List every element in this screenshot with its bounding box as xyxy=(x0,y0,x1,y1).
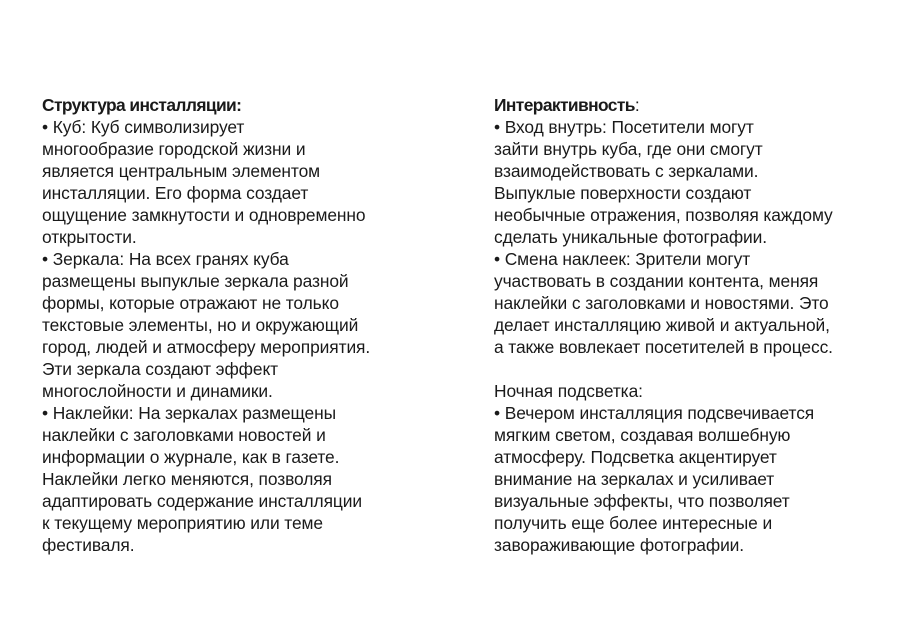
text-line: город, людей и атмосферу мероприятия. xyxy=(42,337,371,357)
text-line: к текущему мероприятию или теме xyxy=(42,513,323,533)
text-line: участвовать в создании контента, меняя xyxy=(494,271,819,291)
text-line: мягким светом, создавая волшебную xyxy=(494,425,791,445)
text-line: многослойности и динамики. xyxy=(42,381,273,401)
text-line: Наклейки легко меняются, позволяя xyxy=(42,469,332,489)
heading-colon: : xyxy=(634,95,640,115)
text-line: а также вовлекает посетителей в процесс. xyxy=(494,337,833,357)
text-line: завораживающие фотографии. xyxy=(494,535,745,555)
text-line: внимание на зеркалах и усиливает xyxy=(494,469,775,489)
text-line: • Наклейки: На зеркалах размещены xyxy=(42,403,337,423)
text-line: сделать уникальные фотографии. xyxy=(494,227,768,247)
right-paragraph-lighting xyxy=(494,402,894,556)
left-paragraph xyxy=(42,116,442,556)
subheading-night-lighting: Ночная подсветка: xyxy=(494,381,643,401)
text-line: размещены выпуклые зеркала разной xyxy=(42,271,349,291)
text-line: ощущение замкнутости и одновременно xyxy=(42,205,366,225)
left-heading-line xyxy=(42,94,442,116)
text-line: открытости. xyxy=(42,227,137,247)
text-line: формы, которые отражают не только xyxy=(42,293,339,313)
text-line: атмосферу. Подсветка акцентирует xyxy=(494,447,777,467)
text-line: • Вход внутрь: Посетители могут xyxy=(494,117,754,137)
right-column xyxy=(494,94,894,556)
text-line: адаптировать содержание инсталляции xyxy=(42,491,362,511)
text-line: Выпуклые поверхности создают xyxy=(494,183,752,203)
text-line: визуальные эффекты, что позволяет xyxy=(494,491,790,511)
text-line: • Куб: Куб символизирует xyxy=(42,117,245,137)
text-line: • Вечером инсталляция подсвечивается xyxy=(494,403,815,423)
text-line: является центральным элементом xyxy=(42,161,321,181)
text-line: взаимодействовать с зеркалами. xyxy=(494,161,759,181)
text-line: многообразие городской жизни и xyxy=(42,139,306,159)
paragraph-spacer xyxy=(494,358,894,380)
text-line: наклейки с заголовками и новостями. Это xyxy=(494,293,829,313)
text-line: • Зеркала: На всех гранях куба xyxy=(42,249,289,269)
text-line: получить еще более интересные и xyxy=(494,513,773,533)
text-line: информации о журнале, как в газете. xyxy=(42,447,340,467)
text-line: зайти внутрь куба, где они смогут xyxy=(494,139,763,159)
right-heading-line xyxy=(494,94,894,116)
text-line: текстовые элементы, но и окружающий xyxy=(42,315,359,335)
text-line: наклейки с заголовками новостей и xyxy=(42,425,326,445)
text-line: инсталляции. Его форма создает xyxy=(42,183,309,203)
text-line: делает инсталляцию живой и актуальной, xyxy=(494,315,830,335)
section-heading-structure: Структура инсталляции: xyxy=(42,95,242,115)
text-line: необычные отражения, позволяя каждому xyxy=(494,205,833,225)
text-line: Эти зеркала создают эффект xyxy=(42,359,279,379)
left-column xyxy=(42,94,442,556)
text-line: • Смена наклеек: Зрители могут xyxy=(494,249,751,269)
text-line: фестиваля. xyxy=(42,535,135,555)
section-heading-interactivity: Интерактивность xyxy=(494,95,635,115)
right-paragraph xyxy=(494,116,894,358)
